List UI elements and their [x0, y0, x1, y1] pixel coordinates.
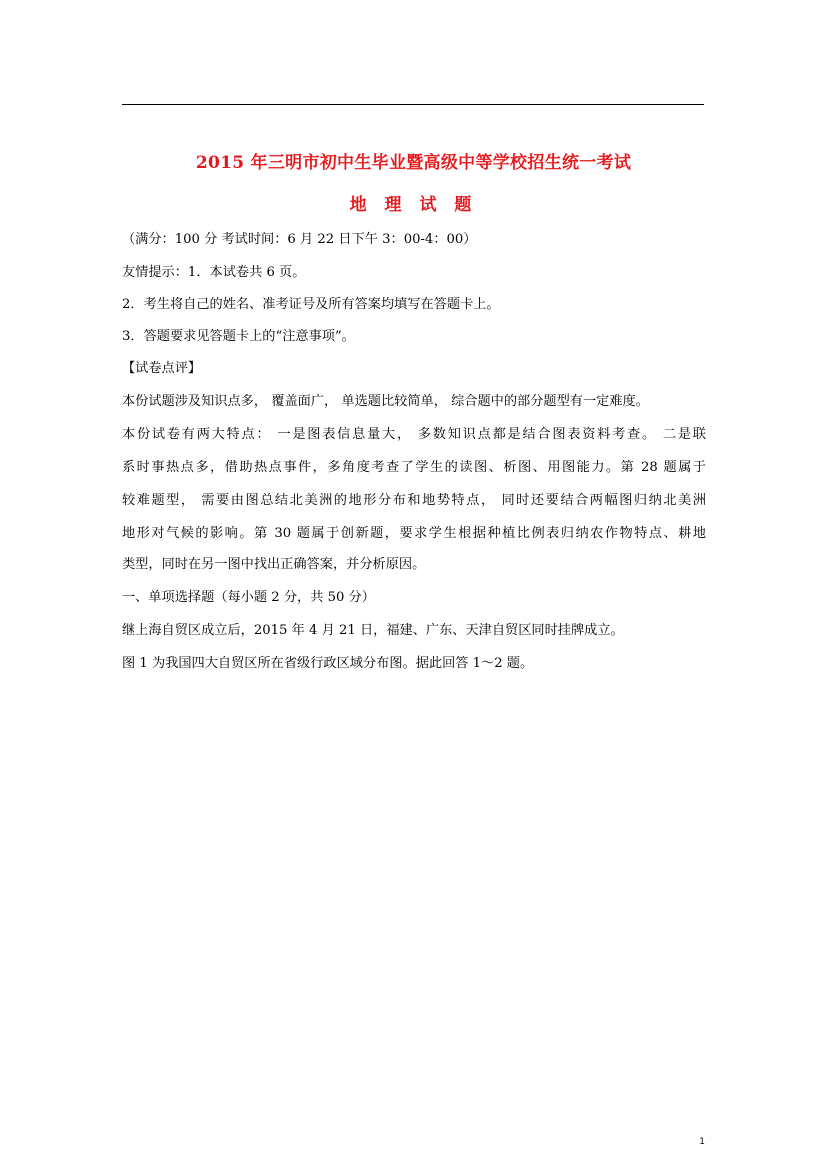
- review-line: 本份试题涉及知识点多， 覆盖面广， 单选题比较简单， 综合题中的部分题型有一定难度。: [122, 394, 649, 409]
- header-rule: [122, 104, 704, 105]
- tip-line: 3．答题要求见答题卡上的“注意事项”。: [122, 329, 355, 344]
- tip-line: 友情提示：1．本试卷共 6 页。: [122, 265, 306, 280]
- review-line: 本份试卷有两大特点： 一是图表信息量大， 多数知识点都是结合图表资料考查。 二是联: [122, 427, 706, 442]
- exam-subtitle: 地 理 试 题: [349, 195, 478, 215]
- review-line: 地形对气候的影响。第 30 题属于创新题，要求学生根据种植比例表归纳农作物特点、耕地: [122, 526, 706, 541]
- tip-line: 2．考生将自己的姓名、准考证号及所有答案均填写在答题卡上。: [122, 297, 500, 312]
- review-heading: 【试卷点评】: [122, 361, 202, 376]
- exam-title: 2015 年三明市初中生毕业暨高级中等学校招生统一考试: [195, 153, 632, 173]
- review-line: 较难题型， 需要由图总结北美洲的地形分布和地势特点， 同时还要结合两幅图归纳北美洲: [122, 493, 706, 508]
- review-line: 系时事热点多，借助热点事件，多角度考查了学生的读图、析图、用图能力。第 28 题属于: [122, 460, 706, 475]
- exam-info: （满分：100 分 考试时间：6 月 22 日下午 3：00-4：00）: [122, 232, 477, 247]
- review-line: 类型，同时在另一图中找出正确答案，并分析原因。: [122, 557, 426, 572]
- question-line: 继上海自贸区成立后，2015 年 4 月 21 日，福建、广东、天津自贸区同时挂牌成立。: [122, 623, 624, 638]
- section-heading: 一、单项选择题（每小题 2 分，共 50 分）: [122, 590, 375, 605]
- question-line: 图 1 为我国四大自贸区所在省级行政区域分布图。据此回答 1～2 题。: [122, 656, 534, 671]
- page-number: 1: [699, 1137, 705, 1147]
